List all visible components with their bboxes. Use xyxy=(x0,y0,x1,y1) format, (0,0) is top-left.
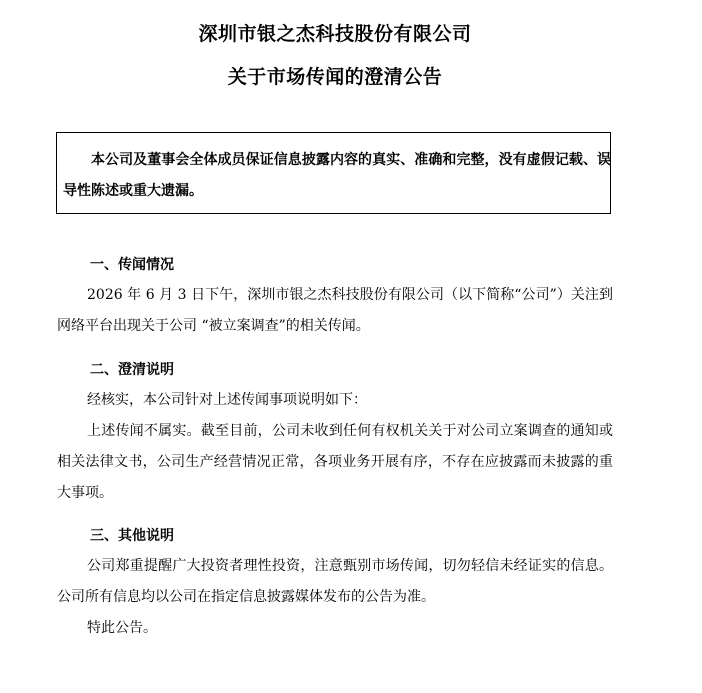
closing-statement: 特此公告。 xyxy=(87,620,157,636)
section-paragraph-reminder: 公司郑重提醒广大投资者理性投资，注意甄别市场传闻，切勿轻信未经证实的信息。公司所有信息均以公司在指定信息披露媒体发布的公告为准。 xyxy=(57,558,613,605)
section-paragraph-clarification: 上述传闻不属实。截至目前，公司未收到任何有权机关关于对公司立案调查的通知或相关法律文书，公司生产经营情况正常，各项业务开展有序，不存在应披露而未披露的重大事项。 xyxy=(57,423,613,501)
section-paragraph-verification: 经核实，本公司针对上述传闻事项说明如下： xyxy=(87,392,367,408)
section-paragraph-rumor: 2026 年 6 月 3 日下午，深圳市银之杰科技股份有限公司（以下简称“公司”）关注到网络平台出现关于公司 “被立案调查”的相关传闻。 xyxy=(57,287,613,334)
section-heading-rumor: 一、传闻情况 xyxy=(90,257,174,273)
section-heading-other: 三、其他说明 xyxy=(90,528,174,544)
company-title: 深圳市银之杰科技股份有限公司 xyxy=(198,23,472,45)
board-notice-box xyxy=(56,132,611,214)
section-heading-clarification: 二、澄清说明 xyxy=(90,362,174,378)
board-notice-text: 本公司及董事会全体成员保证信息披露内容的真实、准确和完整，没有虚假记载、误导性陈述或重大遗漏。 xyxy=(63,152,611,199)
document-title: 关于市场传闻的澄清公告 xyxy=(227,66,443,88)
